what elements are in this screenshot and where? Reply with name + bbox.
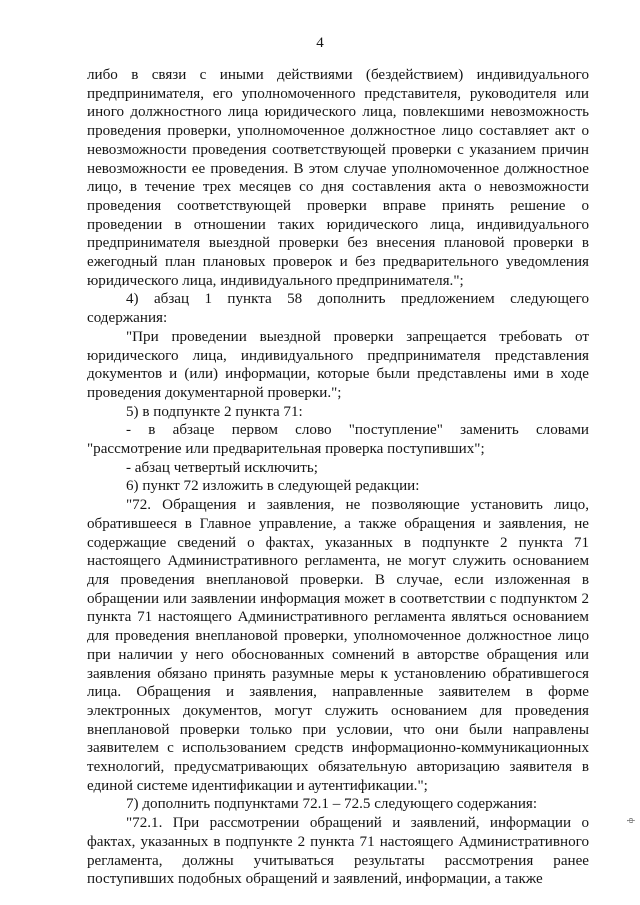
paragraph-item-6: 6) пункт 72 изложить в следующей редакции:: [126, 478, 420, 495]
paragraph-quote-72-1: "72.1. При рассмотрении обращений и заявлений, информации о фактах, указанных в подпункте 2 пункта 71 настоящего Административного регламента, должны учитываться результаты рассмотрения ранее поступивших подобных обращений и заявлений, информации, а также: [87, 815, 589, 888]
paragraph-quote-72: "72. Обращения и заявления, не позволяющие установить лицо, обратившееся в Главное управление, а также обращения и заявления, не содержащие сведений о фактах, указанных в подпункте 2 пункта 71 настоящего Административного регламента, не могут служить основанием для проведения внеплановой проверки. В случае, если изложенная в обращении или заявлении информация может в соответствии с подпунктом 2 пункта 71 настоящего Административного регламента являться основанием для проведения внеплановой проверки, уполномоченное должностное лицо при наличии у него обоснованных сомнений в авторстве обращения или заявления обязано принять разумные меры к установлению обратившегося лица. Обращения и заявления, направленные заявителем в форме электронных документов, могут служить основанием для проведения внеплановой проверки только при условии, что они были направлены заявителем с использованием средств информационно-коммуникационных технологий, предусматривающих обязательную авторизацию заявителя в единой системе идентификации и аутентификации.";: [87, 497, 589, 794]
paragraph-item-5-sub-2: - абзац четвертый исключить;: [126, 459, 318, 476]
document-body: [87, 66, 589, 889]
paragraph-item-4: 4) абзац 1 пункта 58 дополнить предложением следующего содержания:: [87, 291, 589, 327]
margin-mark: ф: [627, 818, 636, 824]
paragraph-item-5-sub-1: - в абзаце первом слово "поступление" заменить словами "рассмотрение или предварительная проверка поступивших";: [87, 422, 589, 458]
paragraph-item-7: 7) дополнить подпунктами 72.1 – 72.5 следующего содержания:: [126, 796, 538, 813]
paragraph-quote-58: "При проведении выездной проверки запрещается требовать от юридического лица, индивидуального предпринимателя представления документов и (или) информации, которые были представлены ими в ходе проведения документарной проверки.";: [87, 328, 589, 401]
paragraph-continuation: либо в связи с иными действиями (бездействием) индивидуального предпринимателя, его уполномоченного представителя, руководителя или иного должностного лица юридического лица, повлекшими невозможность проведения проверки, уполномоченное должностное лицо составляет акт о невозможности проведения соответствующей проверки с указанием причин невозможности ее проведения. В этом случае уполномоченное должностное лицо, в течение трех месяцев со дня составления акта о невозможности проведения соответствующей проверки вправе принять решение о проведении в отношении таких юридического лица, индивидуального предпринимателя выездной проверки без внесения плановой проверки в ежегодный план плановых проверок и без предварительного уведомления юридического лица, индивидуального предпринимателя.";: [87, 67, 589, 289]
paragraph-item-5: 5) в подпункте 2 пункта 71:: [126, 403, 303, 420]
page-number: 4: [316, 35, 324, 51]
